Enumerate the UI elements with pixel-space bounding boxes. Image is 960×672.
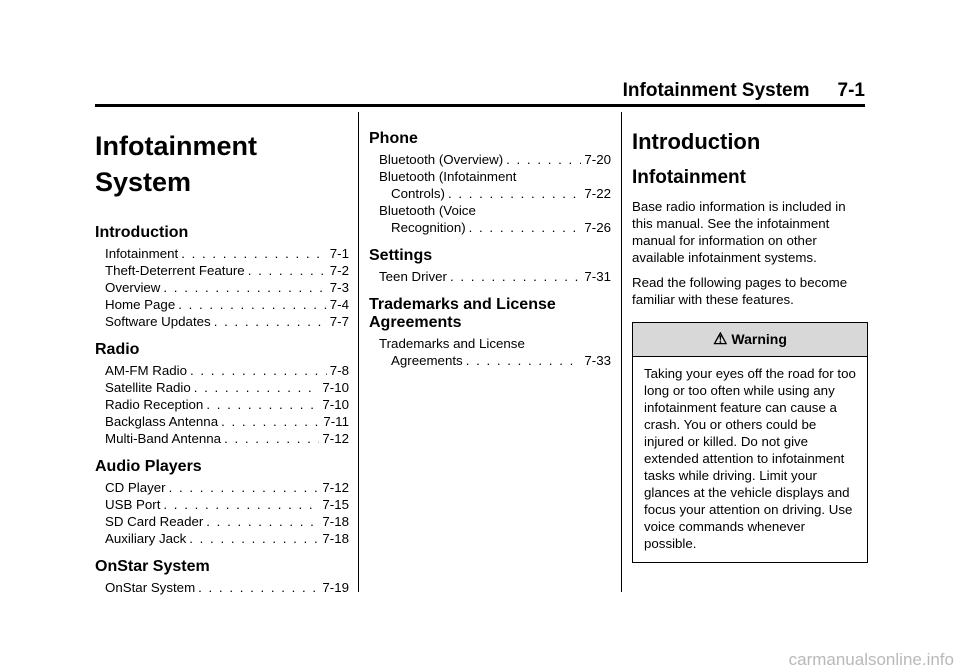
header-page-number: 7-1 <box>837 80 865 101</box>
toc-entry-page: 7-4 <box>329 297 349 312</box>
toc-entry-page: 7-31 <box>584 269 611 284</box>
toc-section-heading: Audio Players <box>95 458 202 475</box>
toc-entry-title: Bluetooth (Overview) <box>379 152 504 167</box>
toc-entry-page: 7-7 <box>329 314 349 329</box>
toc-entry-title-cont: Controls) <box>391 186 445 201</box>
toc-section-trademarks <box>369 296 611 369</box>
toc-entry[interactable] <box>95 262 349 279</box>
header-rule <box>95 104 865 107</box>
toc-entry-title: Overview <box>105 280 161 295</box>
toc-section-settings <box>369 247 611 285</box>
toc-entry[interactable] <box>95 362 349 379</box>
toc-entry[interactable] <box>95 430 349 447</box>
toc-section-heading: Settings <box>369 247 433 264</box>
toc-entry-title-cont: Recognition) <box>391 220 466 235</box>
toc-entry-page: 7-20 <box>584 152 611 167</box>
toc-entry-page: 7-19 <box>322 580 349 595</box>
intro-column <box>632 128 868 563</box>
toc-entry[interactable] <box>95 245 349 262</box>
toc-entry[interactable] <box>95 313 349 330</box>
toc-entry-title: Bluetooth (Infotainment <box>379 169 517 184</box>
toc-entry-title: USB Port <box>105 497 161 512</box>
toc-entry-title: Bluetooth (Voice <box>379 203 476 218</box>
header-section-title: Infotainment System <box>622 80 810 101</box>
toc-section-heading: Introduction <box>95 224 189 241</box>
toc-entry[interactable] <box>95 296 349 313</box>
toc-entry-page: 7-2 <box>329 263 349 278</box>
toc-entry-page: 7-1 <box>329 246 349 261</box>
toc-section-heading <box>369 296 611 332</box>
page-header <box>623 80 865 102</box>
toc-entry[interactable] <box>369 151 611 168</box>
toc-entry[interactable] <box>95 379 349 396</box>
toc-entry-title: Backglass Antenna <box>105 414 219 429</box>
watermark: carmanualsonline.info <box>788 650 954 669</box>
toc-section-heading-line-1: Trademarks and License <box>369 296 556 313</box>
toc-entry-page: 7-8 <box>329 363 349 378</box>
toc-entry[interactable] <box>95 413 349 430</box>
warning-box <box>632 322 868 563</box>
toc-section-heading-line-2: Agreements <box>369 314 462 331</box>
toc-entry-title: Teen Driver <box>379 269 447 284</box>
toc-entry[interactable] <box>95 479 349 496</box>
toc-entry-page: 7-33 <box>584 353 611 368</box>
toc-entry-page: 7-12 <box>322 480 349 495</box>
toc-entry[interactable] <box>95 513 349 530</box>
toc-entry-title: Radio Reception <box>105 397 204 412</box>
toc-entry-page: 7-22 <box>584 186 611 201</box>
intro-heading: Introduction <box>632 129 761 154</box>
toc-section-phone <box>369 130 611 236</box>
toc-entry-page: 7-11 <box>323 414 349 429</box>
column-divider-2 <box>621 112 622 592</box>
toc-entry[interactable] <box>95 579 349 596</box>
toc-entry[interactable] <box>369 202 611 236</box>
warning-header <box>633 323 867 357</box>
warning-title: Warning <box>731 331 787 347</box>
toc-section <box>95 558 349 596</box>
toc-entry-page: 7-12 <box>322 431 349 446</box>
toc-entry-page: 7-10 <box>322 397 349 412</box>
toc-entry[interactable] <box>369 335 611 369</box>
toc-section-heading: Phone <box>369 130 418 147</box>
toc-entry[interactable] <box>95 496 349 513</box>
chapter-title <box>95 128 349 200</box>
toc-section-heading: Radio <box>95 341 140 358</box>
chapter-title-line-2: System <box>95 167 192 197</box>
toc-entry-title: Multi-Band Antenna <box>105 431 222 446</box>
toc-entry-title: Satellite Radio <box>105 380 191 395</box>
toc-entry[interactable] <box>369 168 611 202</box>
toc-entry-page: 7-10 <box>322 380 349 395</box>
toc-entry-title: OnStar System <box>105 580 196 595</box>
toc-column-2 <box>369 130 611 380</box>
toc-entry-title: Home Page <box>105 297 176 312</box>
toc-entry-page: 7-26 <box>584 220 611 235</box>
toc-entry[interactable] <box>95 396 349 413</box>
chapter-title-line-1: Infotainment <box>95 131 257 161</box>
toc-entry-title: Software Updates <box>105 314 211 329</box>
toc-entry-title: SD Card Reader <box>105 514 204 529</box>
infotainment-heading: Infotainment <box>632 167 746 188</box>
toc-entry-title: Infotainment <box>105 246 179 261</box>
toc-entry-title: Trademarks and License <box>379 336 525 351</box>
toc-entry-title-cont: Agreements <box>391 353 463 368</box>
toc-entry[interactable] <box>369 268 611 285</box>
intro-paragraph-2: Read the following pages to become familiar with these features. <box>632 275 848 307</box>
warning-body: Taking your eyes off the road for too long or too often while using any infotainment feature can cause a crash. You or others could be injured or killed. Do not give extended attention to infotainment tasks while driving. Limit your glances at the vehicle displays and focus your attention on driving. Use voice commands whenever possible. <box>644 366 856 551</box>
column-divider-1 <box>358 112 359 592</box>
toc-entry-page: 7-15 <box>322 497 349 512</box>
toc-sections <box>95 224 349 596</box>
toc-section <box>95 224 349 330</box>
toc-entry[interactable] <box>95 530 349 547</box>
toc-entry-page: 7-18 <box>322 531 349 546</box>
toc-entry-title: AM-FM Radio <box>105 363 188 378</box>
toc-entry-title: Auxiliary Jack <box>105 531 187 546</box>
toc-entry-title: Theft-Deterrent Feature <box>105 263 245 278</box>
toc-entry-page: 7-18 <box>322 514 349 529</box>
toc-entry-title: CD Player <box>105 480 166 495</box>
warning-symbol-icon: ⚠ <box>713 331 728 348</box>
toc-section-heading: OnStar System <box>95 558 210 575</box>
toc-entry[interactable] <box>95 279 349 296</box>
intro-paragraph-1: Base radio information is included in this manual. See the infotainment manual for information on other available infotainment systems. <box>632 199 846 265</box>
toc-entry-page: 7-3 <box>329 280 349 295</box>
toc-section <box>95 341 349 447</box>
toc-column-1 <box>95 128 349 607</box>
toc-section <box>95 458 349 547</box>
